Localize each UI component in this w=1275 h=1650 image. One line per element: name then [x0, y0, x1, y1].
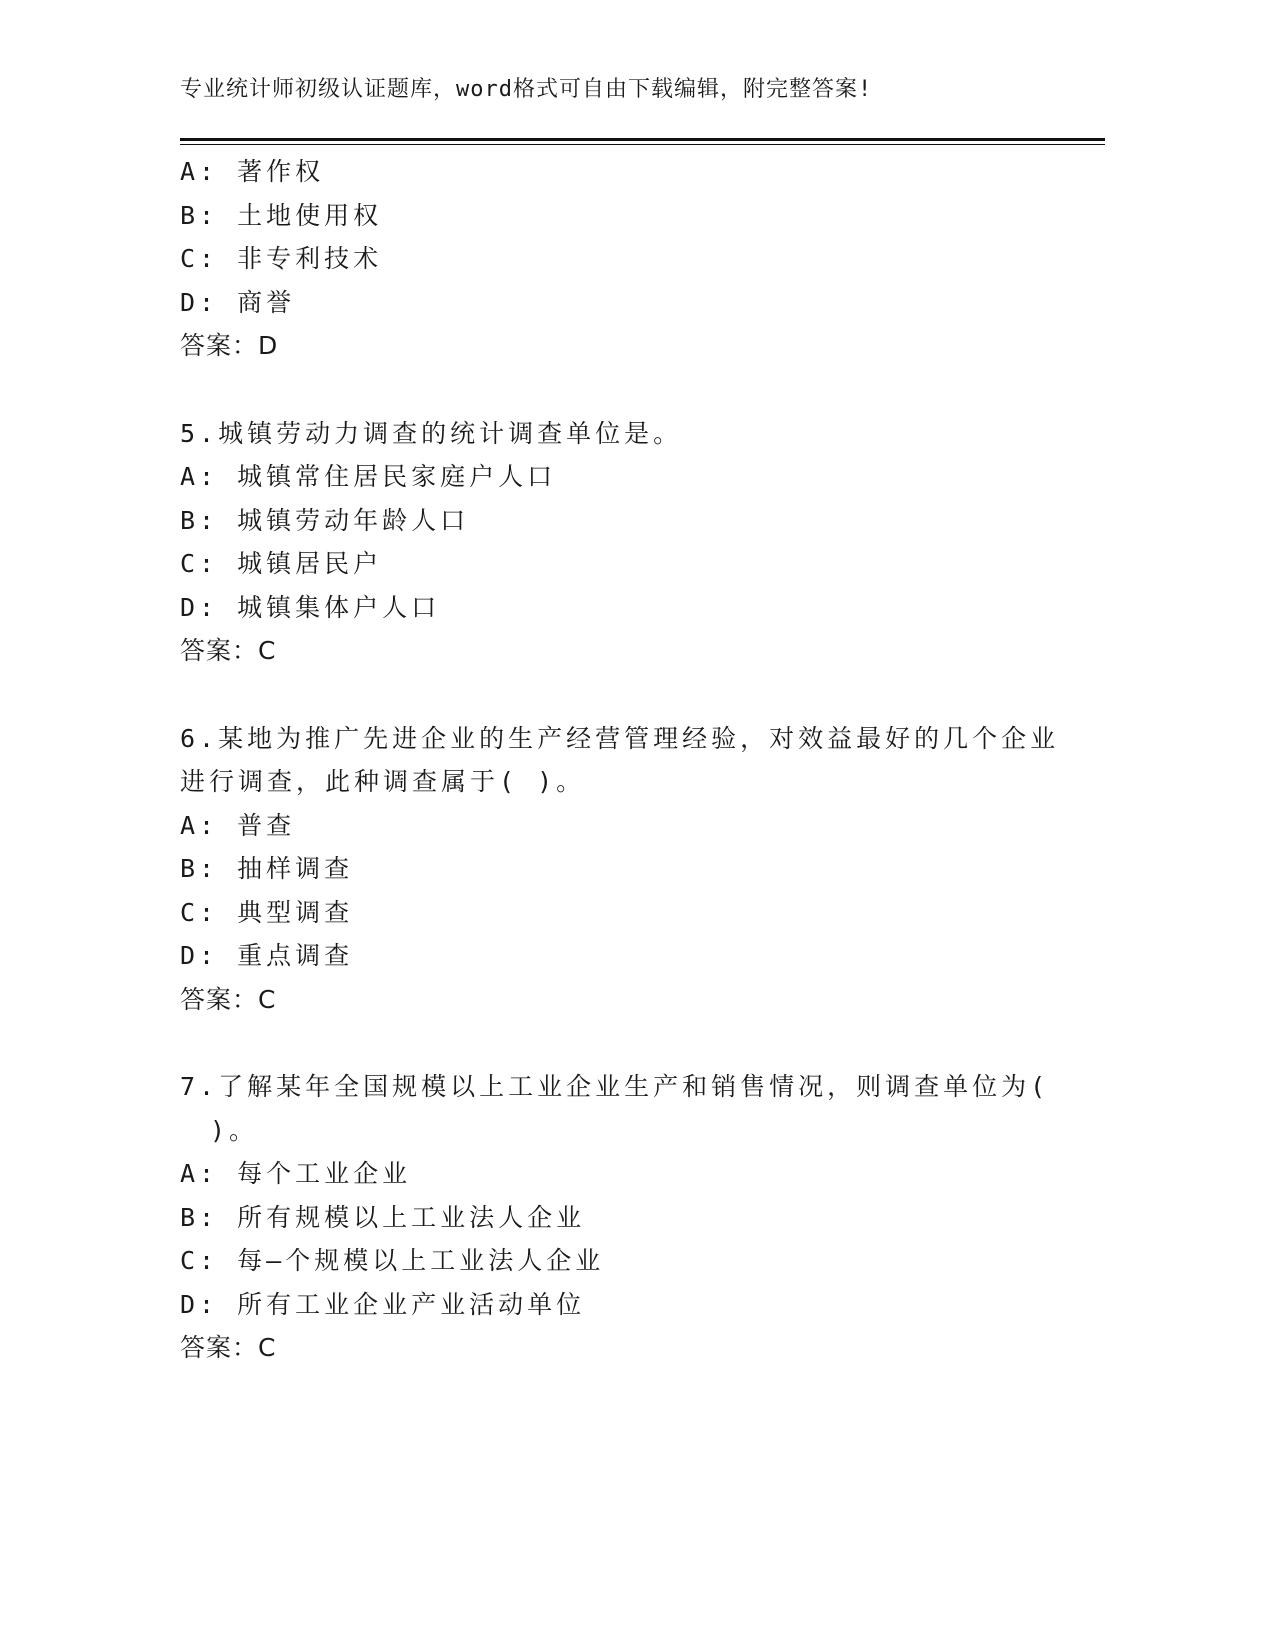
spacer — [180, 1021, 1060, 1065]
spacer — [180, 368, 1060, 412]
header-rule-thick — [180, 138, 1105, 141]
option-b: B: 土地使用权 — [180, 200, 383, 230]
prev-question-block — [180, 150, 1060, 368]
question-stem: 7.了解某年全国规模以上工业企业生产和销售情况，则调查单位为( — [180, 1072, 1050, 1101]
option-a: A: 普查 — [180, 810, 296, 840]
option-a: A: 著作权 — [180, 157, 325, 186]
option-d: D: 所有工业企业产业活动单位 — [180, 1289, 586, 1319]
answer-line: 答案：C — [180, 636, 277, 665]
answer-line: 答案：C — [180, 984, 277, 1014]
option-a: A: 城镇常住居民家庭户人口 — [180, 462, 557, 491]
question-stem-continued: 进行调查，此种调查属于( )。 — [180, 767, 586, 796]
page-header: 专业统计师初级认证题库，word格式可自由下载编辑，附完整答案! — [180, 77, 873, 102]
question-stem: 5.城镇劳动力调查的统计调查单位是。 — [180, 418, 683, 448]
question-content — [180, 150, 1060, 1370]
spacer — [180, 673, 1060, 717]
option-c: C: 典型调查 — [180, 897, 354, 927]
header-rule-thin — [180, 144, 1105, 145]
option-c: C: 非专利技术 — [180, 244, 383, 273]
option-b: B: 所有规模以上工业法人企业 — [180, 1202, 586, 1232]
question-stem-continued: )。 — [210, 1115, 259, 1145]
question-stem: 6.某地为推广先进企业的生产经营管理经验，对效益最好的几个企业 — [180, 723, 1060, 753]
question-6-block — [180, 717, 1060, 1022]
option-b: B: 城镇劳动年龄人口 — [180, 505, 470, 535]
option-d: D: 重点调查 — [180, 941, 354, 970]
answer-line: 答案：C — [180, 1333, 277, 1362]
option-b: B: 抽样调查 — [180, 854, 354, 883]
question-7-block — [180, 1065, 1060, 1370]
question-5-block — [180, 412, 1060, 673]
answer-line: 答案：D — [180, 331, 279, 360]
option-c: C: 每—个规模以上工业法人企业 — [180, 1246, 605, 1275]
option-a: A: 每个工业企业 — [180, 1159, 412, 1188]
option-c: C: 城镇居民户 — [180, 549, 383, 578]
option-d: D: 城镇集体户人口 — [180, 592, 441, 622]
option-d: D: 商誉 — [180, 287, 296, 317]
